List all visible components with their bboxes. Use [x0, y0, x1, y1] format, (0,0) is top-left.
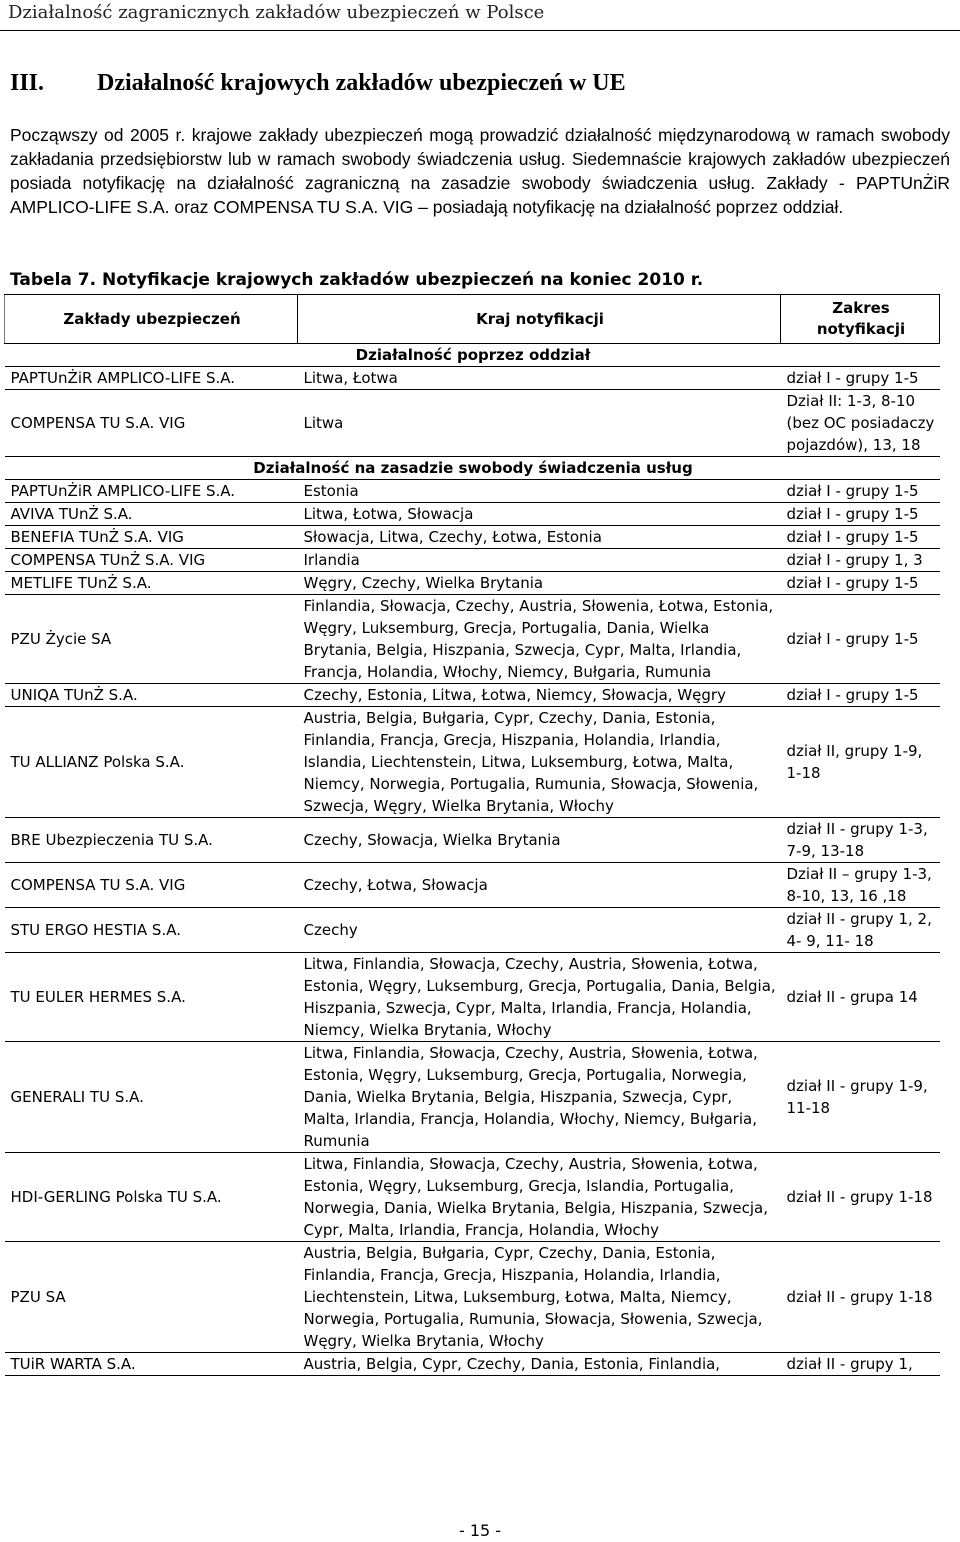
cell-scope: dział I - grupy 1-5 [781, 480, 940, 503]
header-insurer: Zakłady ubezpieczeń [5, 295, 298, 344]
cell-insurer: TU EULER HERMES S.A. [5, 953, 298, 1042]
table-row [5, 503, 940, 526]
cell-scope: dział I - grupy 1-5 [781, 572, 940, 595]
table-row [5, 390, 940, 457]
cell-countries: Czechy [298, 908, 781, 953]
section-title: Działalność krajowych zakładów ubezpieczeń w UE [97, 70, 626, 96]
cell-countries: Litwa, Łotwa [298, 367, 781, 390]
cell-insurer: STU ERGO HESTIA S.A. [5, 908, 298, 953]
cell-countries: Litwa, Finlandia, Słowacja, Czechy, Austria, Słowenia, Łotwa, Estonia, Węgry, Luksemburg, Grecja, Islandia, Portugalia, Norwegia, Dania, Wielka Brytania, Belgia, Hiszpania, Szwecja, Cypr, Malta, Irlandia, Francja, Holandia, Włochy [298, 1153, 781, 1242]
running-header: Działalność zagranicznych zakładów ubezpieczeń w Polsce [8, 2, 545, 23]
cell-insurer: PZU SA [5, 1242, 298, 1353]
cell-countries: Irlandia [298, 549, 781, 572]
page-number: - 15 - [458, 1521, 502, 1540]
table-row [5, 367, 940, 390]
cell-insurer: COMPENSA TU S.A. VIG [5, 863, 298, 908]
table-row [5, 1242, 940, 1353]
table-row [5, 1042, 940, 1153]
cell-scope: dział II, grupy 1-9, 1-18 [781, 707, 940, 818]
cell-countries: Austria, Belgia, Cypr, Czechy, Dania, Estonia, Finlandia, [298, 1353, 781, 1376]
cell-scope: dział II - grupa 14 [781, 953, 940, 1042]
notifications-table [4, 294, 940, 1376]
cell-scope: dział II - grupy 1, 2, 4- 9, 11- 18 [781, 908, 940, 953]
cell-scope: dział I - grupy 1-5 [781, 526, 940, 549]
cell-insurer: PAPTUnŻiR AMPLICO-LIFE S.A. [5, 367, 298, 390]
cell-countries: Austria, Belgia, Bułgaria, Cypr, Czechy, Dania, Estonia, Finlandia, Francja, Grecja, Hiszpania, Holandia, Irlandia, Islandia, Liechtenstein, Litwa, Luksemburg, Łotwa, Malta, Niemcy, Norwegia, Portugalia, Rumunia, Słowacja, Słowenia, Szwecja, Węgry, Wielka Brytania, Włochy [298, 707, 781, 818]
cell-countries: Czechy, Łotwa, Słowacja [298, 863, 781, 908]
cell-insurer: PAPTUnŻiR AMPLICO-LIFE S.A. [5, 480, 298, 503]
cell-countries: Litwa, Finlandia, Słowacja, Czechy, Austria, Słowenia, Łotwa, Estonia, Węgry, Luksemburg, Grecja, Portugalia, Dania, Belgia, Hiszpania, Szwecja, Cypr, Malta, Irlandia, Francja, Holandia, Niemcy, Wielka Brytania, Włochy [298, 953, 781, 1042]
cell-insurer: TU ALLIANZ Polska S.A. [5, 707, 298, 818]
cell-scope: dział II - grupy 1-18 [781, 1242, 940, 1353]
cell-scope: Dział II: 1-3, 8-10 (bez OC posiadaczy pojazdów), 13, 18 [781, 390, 940, 457]
cell-countries: Litwa, Finlandia, Słowacja, Czechy, Austria, Słowenia, Łotwa, Estonia, Węgry, Luksemburg, Grecja, Portugalia, Norwegia, Dania, Wielka Brytania, Belgia, Hiszpania, Szwecja, Cypr, Malta, Irlandia, Francja, Holandia, Włochy, Niemcy, Bułgaria, Rumunia [298, 1042, 781, 1153]
cell-scope: dział I - grupy 1-5 [781, 595, 940, 684]
cell-insurer: UNIQA TUnŻ S.A. [5, 684, 298, 707]
cell-scope: dział II - grupy 1-18 [781, 1153, 940, 1242]
section-label-services: Działalność na zasadzie swobody świadczenia usług [5, 457, 940, 480]
table-body [5, 344, 940, 1376]
header-scope: Zakres notyfikacji [781, 295, 940, 344]
cell-countries: Finlandia, Słowacja, Czechy, Austria, Słowenia, Łotwa, Estonia, Węgry, Luksemburg, Grecja, Portugalia, Dania, Wielka Brytania, Belgia, Hiszpania, Szwecja, Cypr, Malta, Irlandia, Francja, Holandia, Włochy, Niemcy, Bułgaria, Rumunia [298, 595, 781, 684]
table-row [5, 953, 940, 1042]
cell-countries: Węgry, Czechy, Wielka Brytania [298, 572, 781, 595]
cell-insurer: HDI-GERLING Polska TU S.A. [5, 1153, 298, 1242]
table-row [5, 526, 940, 549]
table-row [5, 818, 940, 863]
cell-scope: Dział II – grupy 1-3, 8-10, 13, 16 ,18 [781, 863, 940, 908]
table-row [5, 684, 940, 707]
table-row [5, 908, 940, 953]
cell-insurer: BRE Ubezpieczenia TU S.A. [5, 818, 298, 863]
table-row [5, 595, 940, 684]
table-row [5, 1153, 940, 1242]
cell-insurer: COMPENSA TU S.A. VIG [5, 390, 298, 457]
table-header-row [5, 295, 940, 344]
cell-countries: Litwa [298, 390, 781, 457]
section-label-branch: Działalność poprzez oddział [5, 344, 940, 367]
cell-scope: dział I - grupy 1-5 [781, 503, 940, 526]
header-divider [0, 30, 960, 31]
table-row [5, 480, 940, 503]
section-row-services [5, 457, 940, 480]
cell-scope: dział I - grupy 1-5 [781, 684, 940, 707]
cell-scope: dział II - grupy 1, [781, 1353, 940, 1376]
intro-paragraph: Począwszy od 2005 r. krajowe zakłady ubezpieczeń mogą prowadzić działalność międzynarodową w ramach swobody zakładania przedsiębiorstw lub w ramach swobody świadczenia usług. Siedemnaście krajowych zakładów ubezpieczeń posiada notyfikację na działalność zagraniczną na zasadzie swobody świadczenia usług. Zakłady - PAPTUnŻiR AMPLICO-LIFE S.A. oraz COMPENSA TU S.A. VIG – posiadają notyfikację na działalność poprzez oddział. [10, 125, 950, 217]
cell-insurer: TUiR WARTA S.A. [5, 1353, 298, 1376]
cell-scope: dział II - grupy 1-9, 11-18 [781, 1042, 940, 1153]
table-row [5, 1353, 940, 1376]
cell-insurer: PZU Życie SA [5, 595, 298, 684]
header-country: Kraj notyfikacji [298, 295, 781, 344]
cell-countries: Czechy, Estonia, Litwa, Łotwa, Niemcy, Słowacja, Węgry [298, 684, 781, 707]
table-row [5, 549, 940, 572]
cell-insurer: BENEFIA TUnŻ S.A. VIG [5, 526, 298, 549]
table-caption: Tabela 7. Notyfikacje krajowych zakładów ubezpieczeń na koniec 2010 r. [10, 270, 704, 290]
cell-insurer: GENERALI TU S.A. [5, 1042, 298, 1153]
cell-scope: dział II - grupy 1-3, 7-9, 13-18 [781, 818, 940, 863]
cell-scope: dział I - grupy 1, 3 [781, 549, 940, 572]
table-row [5, 572, 940, 595]
section-number: III. [10, 70, 45, 96]
cell-countries: Austria, Belgia, Bułgaria, Cypr, Czechy, Dania, Estonia, Finlandia, Francja, Grecja, Hiszpania, Holandia, Irlandia, Liechtenstein, Litwa, Luksemburg, Łotwa, Malta, Niemcy, Norwegia, Portugalia, Rumunia, Słowacja, Słowenia, Szwecja, Węgry, Wielka Brytania, Włochy [298, 1242, 781, 1353]
section-row-branch [5, 344, 940, 367]
cell-countries: Czechy, Słowacja, Wielka Brytania [298, 818, 781, 863]
section-heading [10, 70, 626, 97]
cell-insurer: AVIVA TUnŻ S.A. [5, 503, 298, 526]
table-row [5, 863, 940, 908]
cell-scope: dział I - grupy 1-5 [781, 367, 940, 390]
cell-countries: Słowacja, Litwa, Czechy, Łotwa, Estonia [298, 526, 781, 549]
cell-insurer: METLIFE TUnŻ S.A. [5, 572, 298, 595]
table-row [5, 707, 940, 818]
cell-insurer: COMPENSA TUnŻ S.A. VIG [5, 549, 298, 572]
cell-countries: Litwa, Łotwa, Słowacja [298, 503, 781, 526]
cell-countries: Estonia [298, 480, 781, 503]
